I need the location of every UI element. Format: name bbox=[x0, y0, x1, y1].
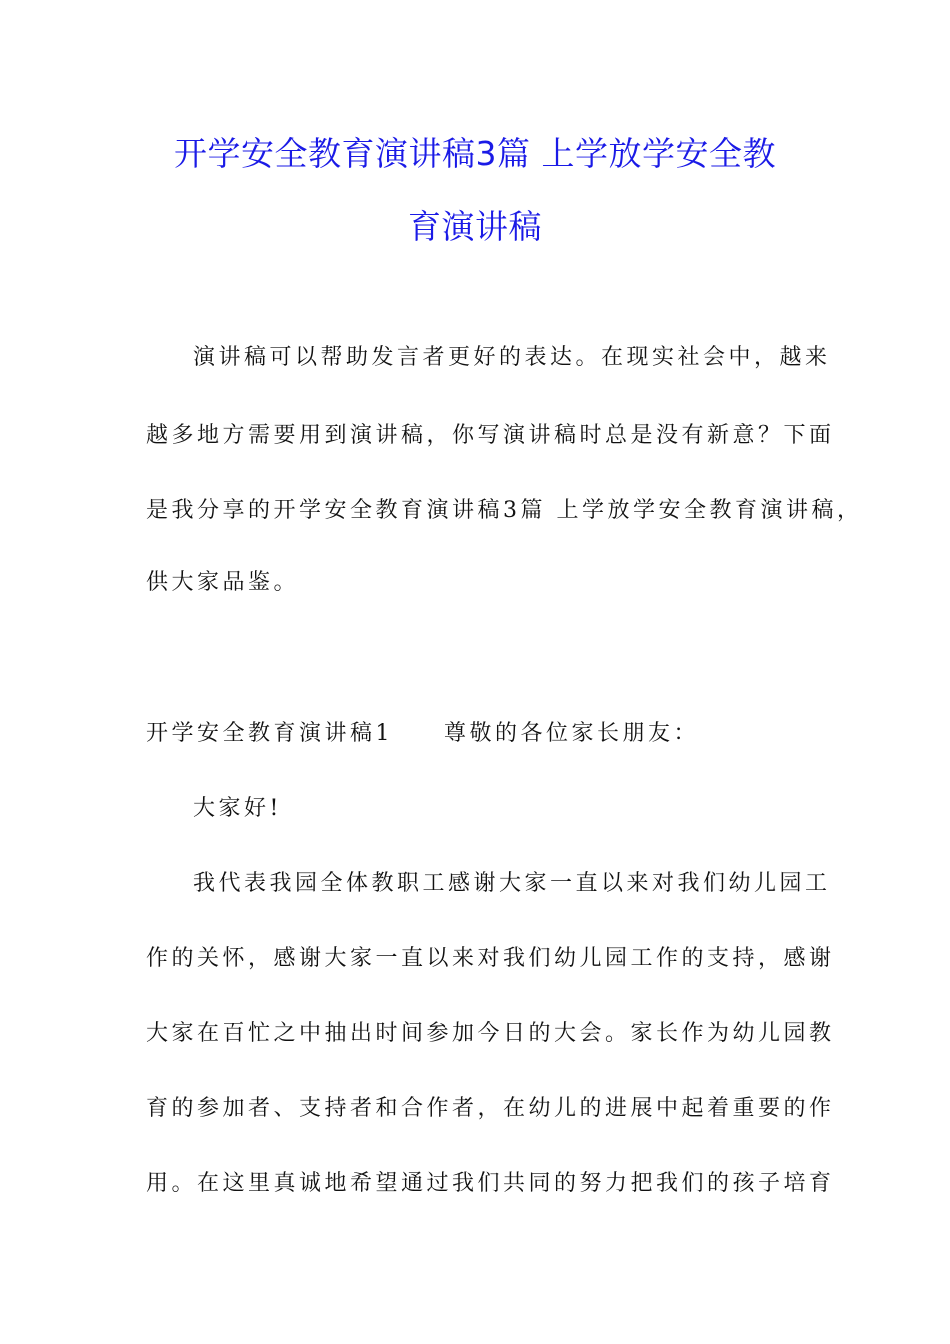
intro-paragraph-line: 演讲稿可以帮助发言者更好的表达。在现实社会中，越来 bbox=[193, 345, 831, 370]
body-paragraph-line: 育的参加者、支持者和合作者，在幼儿的进展中起着重要的作 bbox=[146, 1096, 835, 1121]
document-title-line-2: 育演讲稿 bbox=[408, 207, 542, 246]
body-paragraph-line: 用。在这里真诚地希望通过我们共同的努力把我们的孩子培育 bbox=[146, 1171, 835, 1196]
body-paragraph-line: 我代表我园全体教职工感谢大家一直以来对我们幼儿园工 bbox=[193, 871, 831, 896]
greeting-line: 大家好! bbox=[193, 796, 282, 821]
body-paragraph-line: 作的关怀，感谢大家一直以来对我们幼儿园工作的支持，感谢 bbox=[146, 946, 835, 971]
intro-paragraph-line: 越多地方需要用到演讲稿，你写演讲稿时总是没有新意？下面 bbox=[146, 423, 835, 448]
intro-paragraph-line: 供大家品鉴。 bbox=[146, 570, 300, 595]
intro-paragraph-line: 是我分享的开学安全教育演讲稿3篇 上学放学安全教育演讲稿， bbox=[146, 498, 863, 523]
body-paragraph-line: 大家在百忙之中抽出时间参加今日的大会。家长作为幼儿园教 bbox=[146, 1021, 835, 1046]
document-title-line-1: 开学安全教育演讲稿3篇 上学放学安全教 bbox=[174, 134, 776, 173]
section-heading: 开学安全教育演讲稿1 尊敬的各位家长朋友： bbox=[146, 721, 699, 746]
